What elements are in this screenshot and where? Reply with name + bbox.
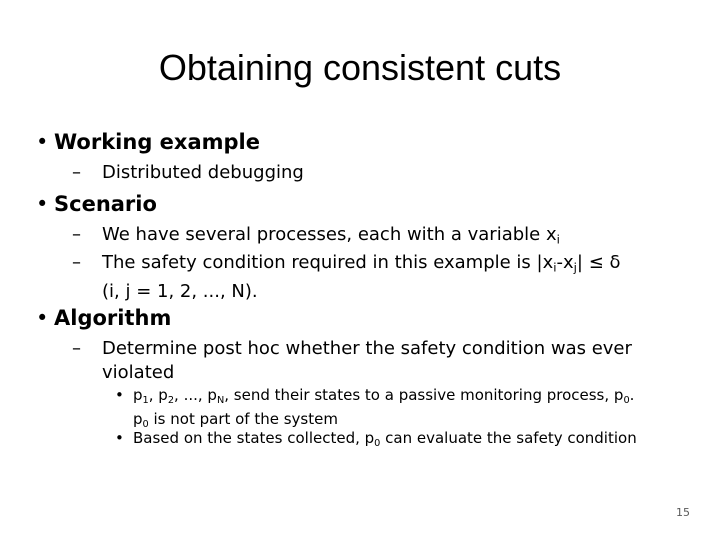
text: . (629, 386, 635, 404)
dash-icon: – (72, 224, 81, 245)
sub-bullet-text: Distributed debugging (102, 162, 304, 183)
bullet-label: Algorithm (54, 306, 172, 330)
text: p (133, 386, 143, 404)
bullet-label: Working example (54, 130, 260, 154)
subscript: 0 (142, 418, 149, 430)
text: , send their states to a passive monitoring process, p (224, 386, 624, 404)
sub-bullet-text: Determine post hoc whether the safety condition was ever (102, 338, 632, 359)
sub-bullet-continuation: (i, j = 1, 2, ..., N). (102, 280, 258, 302)
subscript: 1 (142, 394, 149, 406)
subscript: j (573, 260, 577, 275)
sub-bullet-processes (72, 222, 560, 253)
sub-bullet-text: | ≤ δ (576, 252, 621, 273)
text: Based on the states collected, p (133, 429, 375, 447)
sub-bullet-text: The safety condition required in this example is |x (102, 252, 554, 273)
sub-bullet-distributed-debugging (72, 160, 304, 186)
bullet-working-example (36, 128, 260, 156)
sub-sub-bullet-send-states (115, 385, 634, 433)
text: can evaluate the safety condition (380, 429, 637, 447)
page-number: 15 (676, 506, 690, 519)
bullet-algorithm (36, 304, 171, 332)
bullet-icon: • (36, 306, 49, 330)
sub-bullet-text: We have several processes, each with a variable x (102, 224, 557, 245)
subscript: N (216, 394, 225, 406)
subscript: i (553, 260, 557, 275)
dash-icon: – (72, 338, 81, 359)
dash-icon: – (72, 162, 81, 183)
text: , p (148, 386, 168, 404)
bullet-icon: • (36, 192, 49, 216)
text: p (133, 409, 143, 428)
text: is not part of the system (148, 409, 338, 428)
subscript: 2 (167, 394, 175, 406)
sub-bullet-text: -x (556, 252, 574, 273)
sub-sub-bullet-evaluate (115, 428, 637, 454)
slide-title: Obtaining consistent cuts (158, 47, 562, 88)
bullet-label: Scenario (54, 192, 157, 216)
bullet-icon: • (36, 130, 49, 154)
bullet-icon: • (115, 429, 124, 447)
subscript: i (556, 232, 560, 247)
sub-bullet-continuation: violated (102, 362, 175, 383)
sub-bullet-determine (72, 336, 632, 384)
subscript: 0 (623, 394, 630, 406)
text: , ..., p (174, 386, 217, 404)
bullet-scenario (36, 190, 157, 218)
dash-icon: – (72, 252, 81, 273)
sub-bullet-safety-condition (72, 250, 621, 303)
subscript: 0 (374, 437, 381, 449)
bullet-icon: • (115, 386, 124, 404)
